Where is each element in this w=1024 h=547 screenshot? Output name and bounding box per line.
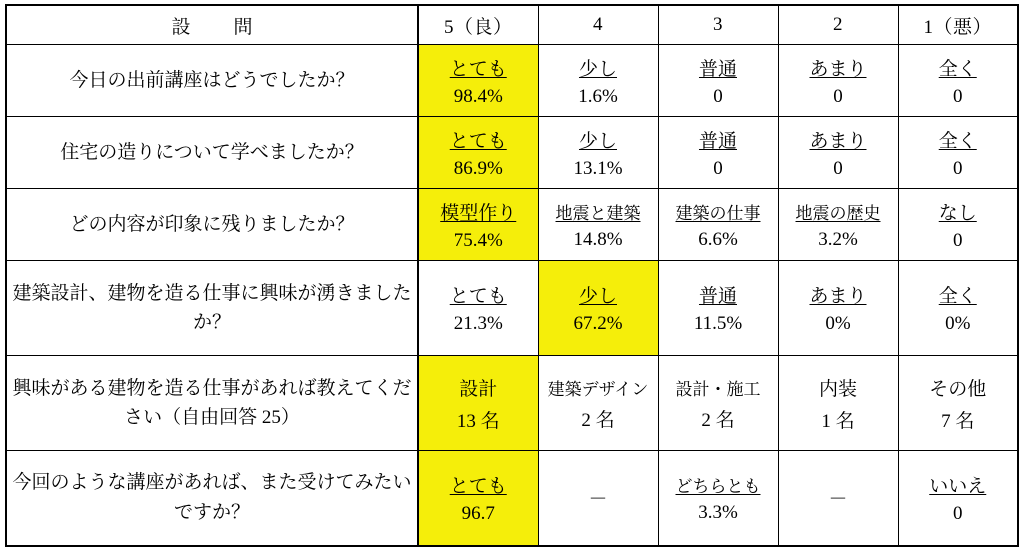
cell-value: 7 名 bbox=[941, 410, 975, 432]
survey-results-table bbox=[5, 4, 1019, 547]
table-row bbox=[6, 451, 1018, 546]
header-score-5: 5（良） bbox=[418, 5, 538, 45]
header-question: 設 問 bbox=[6, 5, 418, 45]
cell-value: 86.9% bbox=[453, 157, 503, 179]
cell-label: なし bbox=[938, 202, 977, 224]
row-question: 今回のような講座があれば、また受けてみたいですか？ bbox=[6, 451, 418, 546]
row-cell-score-1 bbox=[898, 356, 1018, 451]
cell-value: 3.2% bbox=[818, 228, 858, 250]
cell-value: 0% bbox=[825, 313, 851, 334]
table-row bbox=[6, 189, 1018, 261]
cell-label: 内装 bbox=[818, 378, 857, 400]
row-cell-score-4 bbox=[538, 356, 658, 451]
cell-label: とても bbox=[449, 286, 507, 307]
row-cell-score-2 bbox=[778, 117, 898, 189]
row-cell-score-3 bbox=[658, 356, 778, 451]
cell-value: 75.4% bbox=[453, 229, 503, 251]
cell-value: 1 名 bbox=[821, 410, 855, 432]
row-cell-score-1 bbox=[898, 451, 1018, 546]
cell-label: 地震の歴史 bbox=[795, 203, 881, 223]
header-score-4: 4 bbox=[538, 5, 658, 45]
row-cell-score-1 bbox=[898, 189, 1018, 261]
row-cell-score-4 bbox=[538, 117, 658, 189]
table-row bbox=[6, 45, 1018, 117]
row-cell-score-5 bbox=[418, 261, 538, 356]
cell-label: 全く bbox=[938, 286, 977, 307]
cell-value: 0 bbox=[833, 85, 843, 107]
row-cell-score-1 bbox=[898, 117, 1018, 189]
cell-value: － bbox=[588, 489, 608, 511]
cell-label: 建築の仕事 bbox=[675, 203, 761, 223]
cell-value: 96.7 bbox=[461, 502, 495, 524]
row-question: どの内容が印象に残りましたか？ bbox=[6, 189, 418, 261]
cell-value: 3.3% bbox=[698, 501, 738, 523]
cell-value: 2 名 bbox=[701, 409, 735, 431]
cell-label: 建築デザイン bbox=[547, 379, 649, 399]
cell-label: 少し bbox=[578, 58, 617, 80]
cell-value: 0% bbox=[945, 313, 971, 334]
cell-value: － bbox=[828, 489, 848, 511]
cell-value: 21.3% bbox=[453, 313, 503, 334]
cell-label: あまり bbox=[809, 130, 867, 152]
row-cell-score-5 bbox=[418, 117, 538, 189]
cell-value: 13 名 bbox=[456, 410, 500, 432]
table-row bbox=[6, 356, 1018, 451]
cell-label: 少し bbox=[578, 286, 617, 307]
cell-label: 模型作り bbox=[440, 202, 517, 224]
cell-value: 0 bbox=[713, 85, 723, 107]
cell-value: 0 bbox=[953, 502, 963, 524]
row-question: 興味がある建物を造る仕事があれば教えてください（自由回答 25） bbox=[6, 356, 418, 451]
row-question: 建築設計、建物を造る仕事に興味が湧きましたか？ bbox=[6, 261, 418, 356]
row-cell-score-2 bbox=[778, 261, 898, 356]
cell-label: いいえ bbox=[929, 475, 987, 497]
cell-label: 地震と建築 bbox=[555, 203, 641, 223]
cell-value: 0 bbox=[713, 157, 723, 179]
cell-value: 0 bbox=[953, 229, 963, 251]
cell-value: 11.5% bbox=[693, 313, 743, 334]
cell-label: どちらとも bbox=[675, 476, 761, 496]
cell-label: あまり bbox=[809, 58, 867, 80]
row-cell-score-2 bbox=[778, 451, 898, 546]
cell-value: 0 bbox=[953, 85, 963, 107]
cell-value: 14.8% bbox=[573, 228, 623, 250]
row-cell-score-3 bbox=[658, 261, 778, 356]
cell-label: とても bbox=[449, 475, 507, 497]
cell-label: 普通 bbox=[698, 130, 737, 152]
row-question: 今日の出前講座はどうでしたか？ bbox=[6, 45, 418, 117]
cell-label: 普通 bbox=[698, 58, 737, 80]
table-row bbox=[6, 117, 1018, 189]
row-cell-score-1 bbox=[898, 45, 1018, 117]
row-cell-score-1 bbox=[898, 261, 1018, 356]
row-cell-score-4 bbox=[538, 45, 658, 117]
row-cell-score-4 bbox=[538, 451, 658, 546]
row-cell-score-4 bbox=[538, 261, 658, 356]
cell-value: 13.1% bbox=[573, 157, 623, 179]
row-cell-score-2 bbox=[778, 189, 898, 261]
row-cell-score-3 bbox=[658, 45, 778, 117]
row-cell-score-2 bbox=[778, 356, 898, 451]
cell-value: 0 bbox=[953, 157, 963, 179]
row-cell-score-4 bbox=[538, 189, 658, 261]
cell-label: 全く bbox=[938, 58, 977, 80]
row-cell-score-5 bbox=[418, 45, 538, 117]
cell-label: 少し bbox=[578, 130, 617, 152]
cell-label: 普通 bbox=[698, 286, 737, 307]
cell-label: その他 bbox=[929, 378, 987, 400]
cell-label: とても bbox=[449, 130, 507, 152]
row-cell-score-5 bbox=[418, 356, 538, 451]
cell-value: 67.2% bbox=[573, 313, 623, 334]
header-score-1: 1（悪） bbox=[898, 5, 1018, 45]
cell-label: とても bbox=[449, 58, 507, 80]
cell-value: 0 bbox=[833, 157, 843, 179]
cell-value: 98.4% bbox=[453, 85, 503, 107]
cell-label: あまり bbox=[809, 286, 867, 307]
header-score-2: 2 bbox=[778, 5, 898, 45]
cell-value: 2 名 bbox=[581, 409, 615, 431]
row-question: 住宅の造りについて学べましたか？ bbox=[6, 117, 418, 189]
cell-value: 6.6% bbox=[698, 228, 738, 250]
row-cell-score-3 bbox=[658, 117, 778, 189]
row-cell-score-5 bbox=[418, 189, 538, 261]
cell-label: 全く bbox=[938, 130, 977, 152]
table-header-row bbox=[6, 5, 1018, 45]
row-cell-score-5 bbox=[418, 451, 538, 546]
table-row bbox=[6, 261, 1018, 356]
row-cell-score-3 bbox=[658, 451, 778, 546]
row-cell-score-3 bbox=[658, 189, 778, 261]
cell-label: 設計 bbox=[459, 378, 498, 400]
row-cell-score-2 bbox=[778, 45, 898, 117]
cell-label: 設計・施工 bbox=[675, 379, 761, 399]
header-score-3: 3 bbox=[658, 5, 778, 45]
cell-value: 1.6% bbox=[578, 85, 618, 107]
